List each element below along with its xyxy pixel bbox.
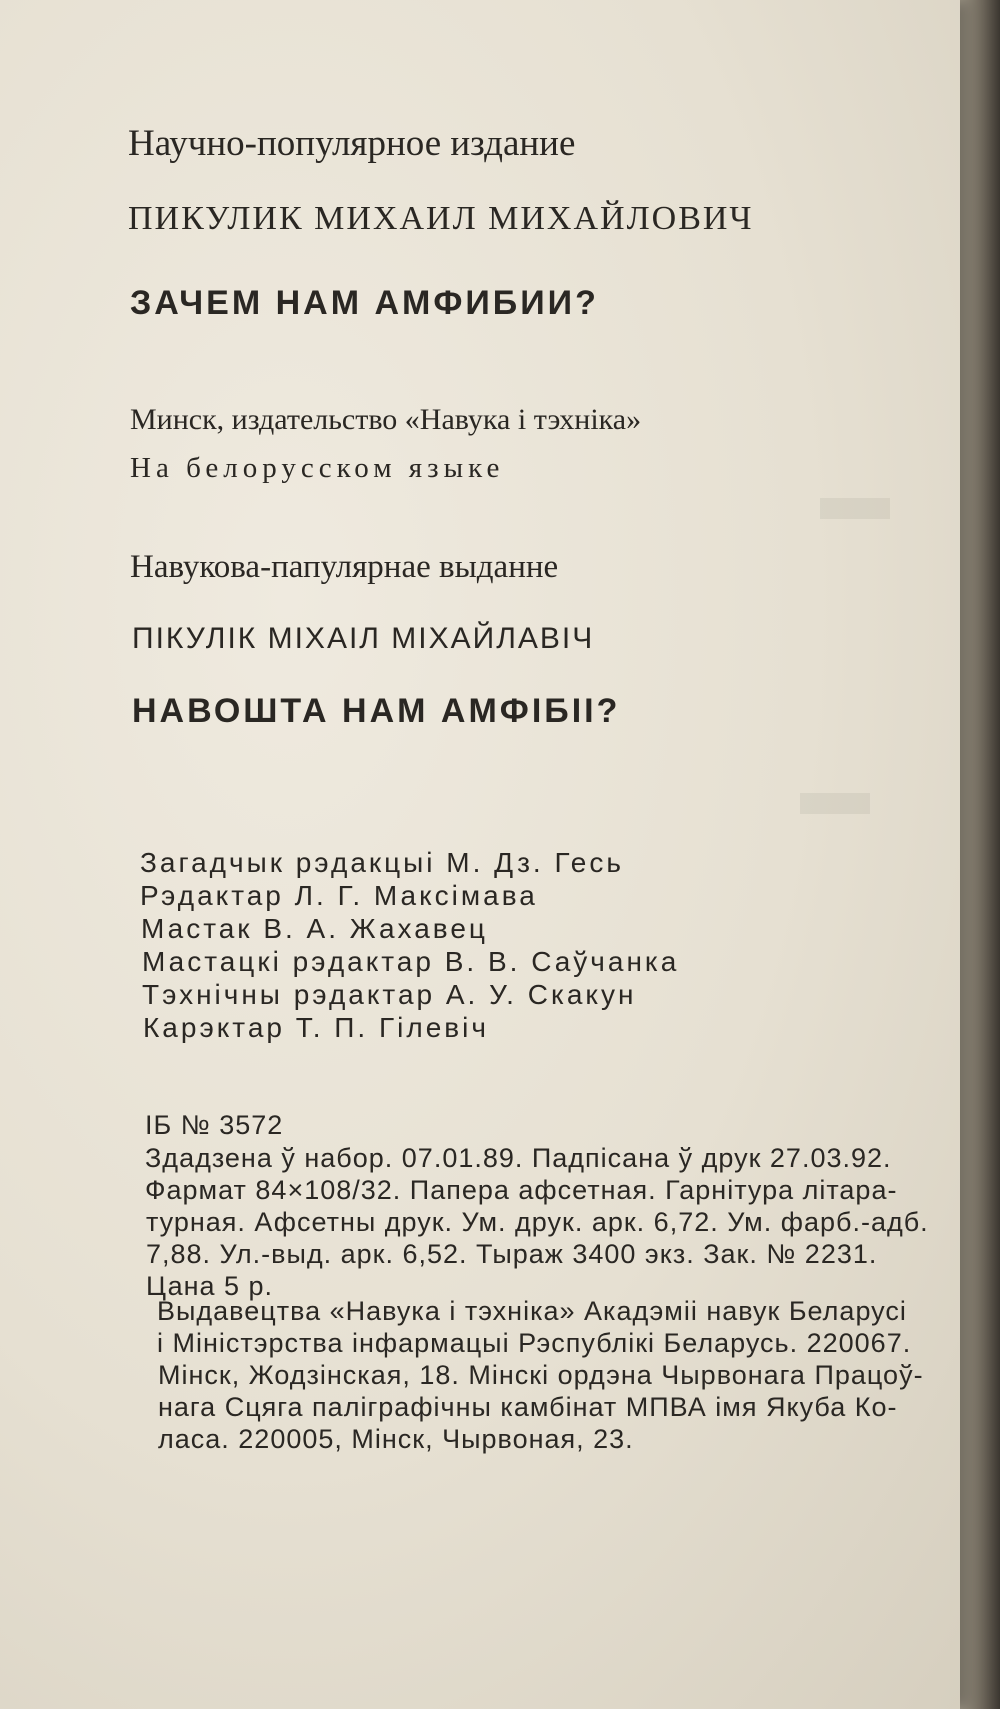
credit-line: Тэхнічны рэдактар А. У. Скакун: [142, 979, 637, 1010]
bleed-through-mark: ▬: [800, 751, 870, 829]
imprint-line: 7,88. Ул.-выд. арк. 6,52. Тыраж 3400 экз. Зак. № 2231.: [146, 1239, 878, 1269]
imprint-line: турная. Афсетны друк. Ум. друк. арк. 6,72. Ум. фарб.-адб.: [146, 1207, 929, 1237]
credit-line: Мастацкі рэдактар В. В. Саўчанка: [142, 946, 680, 977]
publisher-line: нага Сцяга паліграфічны камбінат МПВА імя Якуба Ко-: [158, 1392, 898, 1422]
credit-line: Загадчык рэдакцыі М. Дз. Гесь: [140, 847, 624, 878]
ib-number: ІБ № 3572: [145, 1110, 284, 1140]
publisher-line: Выдавецтва «Навука і тэхніка» Акадэміі навук Беларусі: [157, 1296, 907, 1326]
russian-author: ПИКУЛИК МИХАИЛ МИХАЙЛОВИЧ: [128, 200, 754, 237]
publisher-line: Мінск, Жодзінская, 18. Мінскі ордэна Чырвонага Працоў-: [158, 1360, 924, 1390]
russian-language-note: На белорусском языке: [130, 452, 505, 484]
credit-line: Карэктар Т. П. Гілевіч: [143, 1012, 489, 1043]
bleed-through-mark: ▬: [820, 456, 890, 534]
imprint-line: Фармат 84×108/32. Папера афсетная. Гарнітура літара-: [145, 1175, 898, 1205]
belarusian-title: НАВОШТА НАМ АМФІБІІ?: [132, 692, 621, 730]
publisher-line: ласа. 220005, Мінск, Чырвоная, 23.: [158, 1424, 634, 1454]
belarusian-genre: Навукова-папулярнае выданне: [130, 549, 559, 585]
russian-genre: Научно-популярное издание: [128, 123, 576, 164]
russian-publisher: Минск, издательство «Навука і тэхніка»: [130, 403, 642, 436]
russian-title: ЗАЧЕМ НАМ АМФИБИИ?: [130, 284, 599, 322]
credit-line: Рэдактар Л. Г. Максімава: [140, 880, 538, 911]
belarusian-author: ПІКУЛІК МІХАІЛ МІХАЙЛАВІЧ: [132, 622, 595, 655]
publisher-line: і Міністэрства інфармацыі Рэспублікі Беларусь. 220067.: [157, 1328, 912, 1358]
imprint-line: Здадзена ў набор. 07.01.89. Падпісана ў друк 27.03.92.: [145, 1143, 892, 1173]
imprint-line: Цана 5 р.: [146, 1271, 274, 1301]
credit-line: Мастак В. А. Жахавец: [141, 913, 488, 944]
